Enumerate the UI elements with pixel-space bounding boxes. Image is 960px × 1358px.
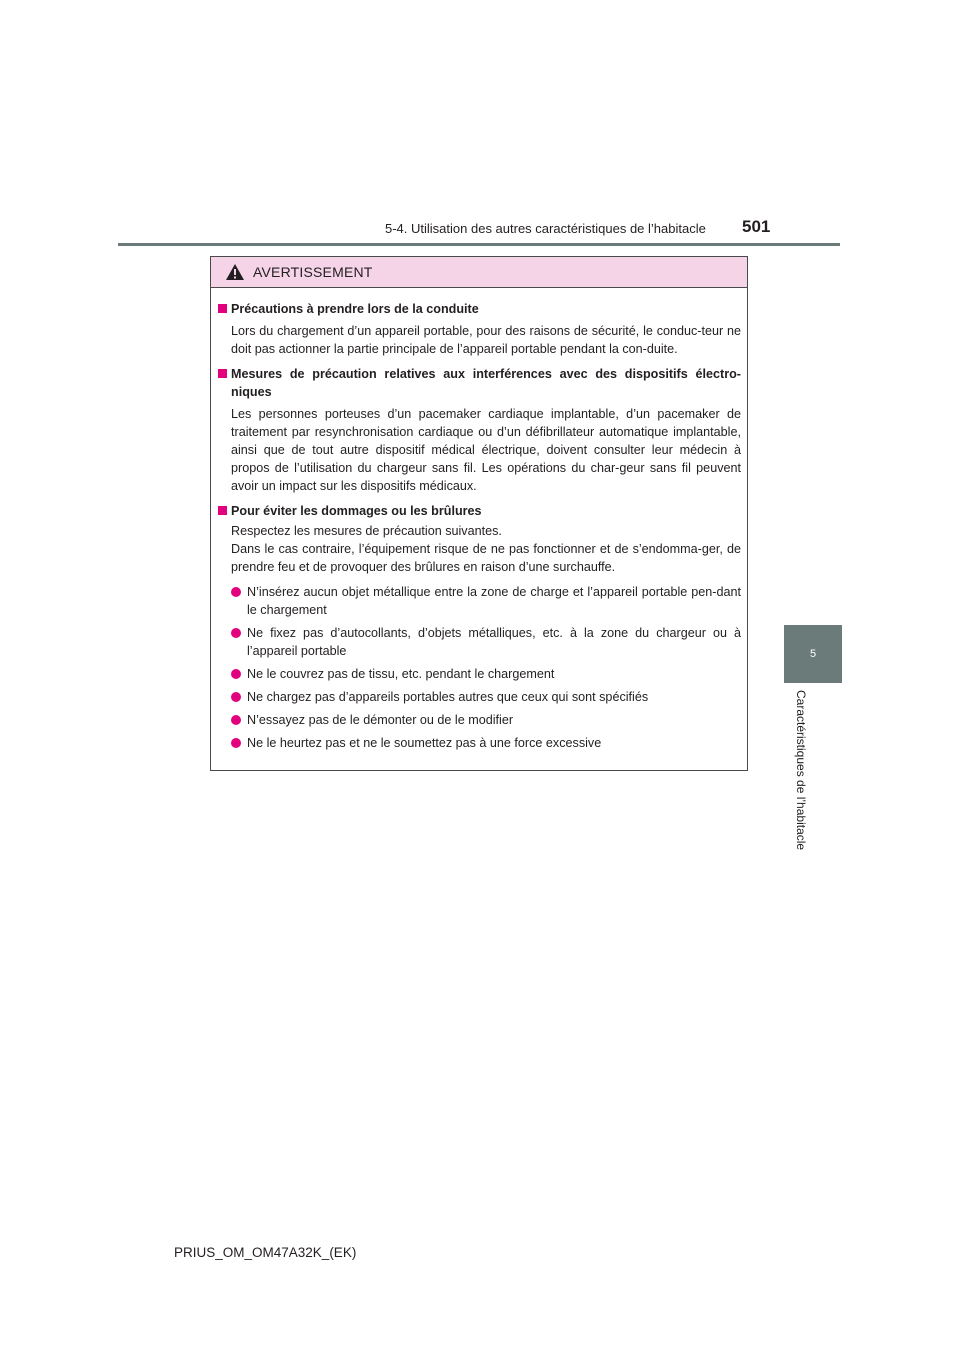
round-bullet-icon bbox=[231, 692, 241, 702]
square-bullet-icon bbox=[218, 304, 227, 313]
round-bullet-icon bbox=[231, 669, 241, 679]
round-bullet-icon bbox=[231, 738, 241, 748]
round-bullet-icon bbox=[231, 715, 241, 725]
warning-section-driving bbox=[218, 300, 741, 358]
warning-triangle-icon bbox=[225, 263, 245, 281]
section-title: Mesures de précaution relatives aux interférences avec des dispositifs électro-niques bbox=[231, 367, 741, 399]
document-code: PRIUS_OM_OM47A32K_(EK) bbox=[174, 1245, 357, 1260]
section-paragraph: Respectez les mesures de précaution suivantes. bbox=[231, 524, 502, 538]
square-bullet-icon bbox=[218, 506, 227, 515]
warning-label: AVERTISSEMENT bbox=[253, 264, 373, 280]
section-title: Pour éviter les dommages ou les brûlures bbox=[231, 504, 482, 518]
section-header-title: 5-4. Utilisation des autres caractéristiques de l’habitacle bbox=[385, 221, 706, 236]
section-paragraph: Dans le cas contraire, l’équipement risque de ne pas fonctionner et de s’endomma-ger, de prendre feu et de provoquer des brûlures en raison d’une surchauffe. bbox=[231, 542, 741, 574]
list-item: Ne fixez pas d’autocollants, d’objets métalliques, etc. à la zone du chargeur ou à l’appareil portable bbox=[218, 624, 741, 660]
chapter-number: 5 bbox=[809, 648, 817, 660]
list-item: N’essayez pas de le démonter ou de le modifier bbox=[218, 711, 741, 729]
chapter-tab[interactable] bbox=[784, 625, 842, 683]
warning-header bbox=[211, 257, 747, 288]
page-number: 501 bbox=[742, 217, 771, 236]
section-paragraph: Lors du chargement d’un appareil portable, pour des raisons de sécurité, le conduc-teur ne doit pas actionner la partie principale de l’appareil portable pendant la con-duite. bbox=[231, 324, 741, 356]
list-item: Ne le heurtez pas et ne le soumettez pas à une force excessive bbox=[218, 734, 741, 752]
precaution-list bbox=[218, 583, 741, 752]
warning-section-interference bbox=[218, 365, 741, 495]
warning-section-damage bbox=[218, 502, 741, 752]
chapter-title-vertical: Caractéristiques de l’habitacle bbox=[794, 690, 808, 851]
list-item: N’insérez aucun objet métallique entre la zone de charge et l’appareil portable pen-dant le chargement bbox=[218, 583, 741, 619]
list-item: Ne chargez pas d’appareils portables autres que ceux qui sont spécifiés bbox=[218, 688, 741, 706]
warning-body bbox=[211, 288, 747, 752]
header-divider bbox=[118, 243, 840, 246]
square-bullet-icon bbox=[218, 369, 227, 378]
round-bullet-icon bbox=[231, 587, 241, 597]
section-paragraph: Les personnes porteuses d’un pacemaker cardiaque implantable, d’un pacemaker de traitement par resynchronisation cardiaque ou d’un défibrillateur automatique implantable, ainsi que de tout autre dispositif médical électrique, doivent consulter leur médecin à propos de l’utilisation du chargeur sans fil. Les opérations du char-geur sans fil peuvent avoir un impact sur les dispositifs médicaux. bbox=[231, 407, 741, 493]
list-item: Ne le couvrez pas de tissu, etc. pendant le chargement bbox=[218, 665, 741, 683]
warning-box bbox=[210, 256, 748, 771]
section-title: Précautions à prendre lors de la conduite bbox=[231, 302, 479, 316]
round-bullet-icon bbox=[231, 628, 241, 638]
